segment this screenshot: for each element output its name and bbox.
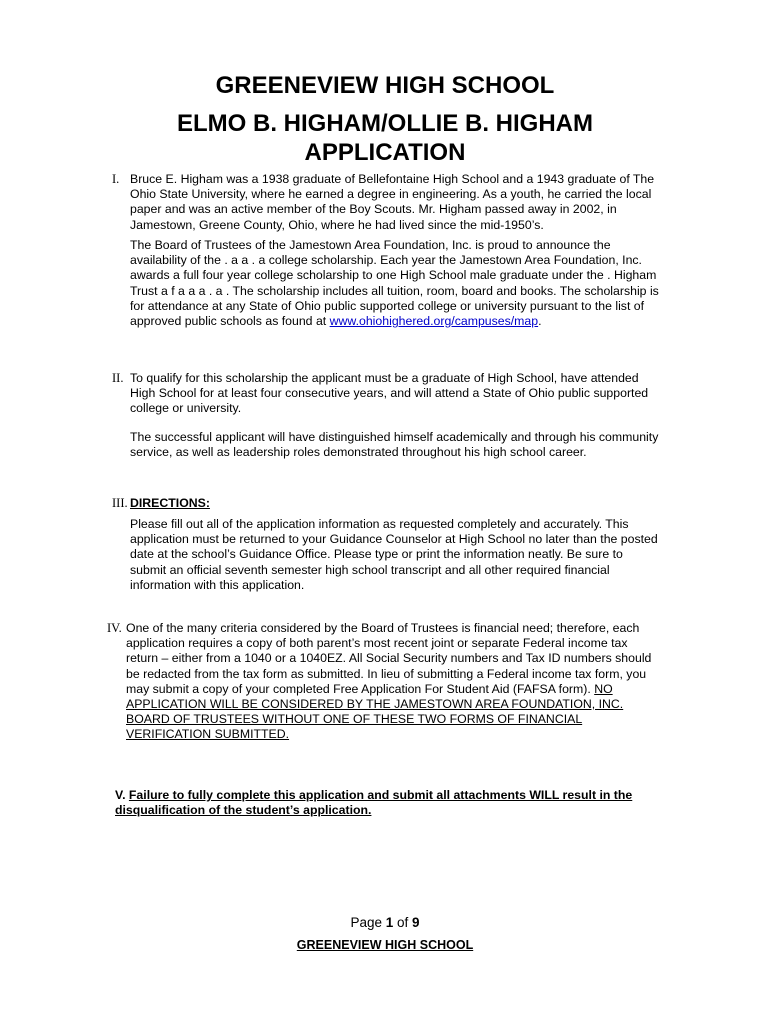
scholarship-title: ELMO B. HIGHAM/OLLIE B. HIGHAM (177, 110, 593, 137)
section-number-5: V. (115, 788, 126, 802)
school-title: GREENEVIEW HIGH SCHOOL (215, 72, 555, 99)
section-2-paragraph-2: The successful applicant will have distinguished himself academically and through his community service, as well as leadership roles demonstrated throughout his high school career. (130, 430, 659, 460)
page-current: 1 (385, 915, 394, 930)
section-4-text: One of the many criteria considered by the Board of Trustees is financial need; therefore, each application requires a copy of both parent’s most recent joint or separate Federal income tax return – either from a 1040 or a 1040EZ. All Social Security numbers and Tax ID numbers should be redacted from the tax form as submitted. In lieu of submitting a Federal income tax form, you may submit a copy of your completed Free Application For Student Aid (FAFSA form). (126, 621, 652, 696)
campuses-map-link[interactable]: www.ohiohighered.org/campuses/map (329, 314, 539, 329)
section-number-2: II. (112, 371, 124, 385)
section-4-paragraph-1 (126, 621, 661, 743)
section-number-1: I. (112, 172, 120, 186)
section-number-3: III. (112, 496, 128, 510)
section-3-paragraph-1: Please fill out all of the application information as requested completely and accurately. This application must be returned to your Guidance Counselor at High School no later than the posted date at the school’s Guidance Office. Please type or print the information neatly. Be sure to submit an official seventh semester high school transcript and all other required financial information with this application. (130, 517, 658, 592)
section-1-paragraph-2 (130, 238, 660, 329)
application-title: APPLICATION (304, 139, 466, 166)
link-period: . (538, 314, 542, 329)
directions-heading: DIRECTIONS: (130, 496, 210, 510)
page-label: Page (350, 915, 382, 930)
footer-school-name: GREENEVIEW HIGH SCHOOL (296, 938, 474, 952)
page-total: 9 (412, 915, 420, 930)
section-4-warning: NO APPLICATION WILL BE CONSIDERED BY THE JAMESTOWN AREA FOUNDATION, INC. BOARD OF TRUSTEES WITHOUT ONE OF THESE TWO FORMS OF FINANCIAL VERIFICATION SUBMITTED. (126, 681, 624, 742)
page-number (0, 915, 770, 930)
section-1-paragraph-1: Bruce E. Higham was a 1938 graduate of Bellefontaine High School and a 1943 graduate of The Ohio State University, where he earned a degree in engineering. As a youth, he carried the local paper and was an active member of the Boy Scouts. Mr. Higham passed away in 2002, in Jamestown, Greene County, Ohio, where he had lived since the mid-1950’s. (130, 172, 655, 232)
page-of: of (397, 915, 409, 930)
section-1-paragraph-2-text: The Board of Trustees of the Jamestown Area Foundation, Inc. is proud to announce the availability of the . a a . a college scholarship. Each year the Jamestown Area Foundation, Inc. awards a full four year college scholarship to one High School male graduate under the . Higham Trust a f a a a . a . The scholarship includes all tuition, room, board and books. The scholarship is for attendance at any State of Ohio public supported college or university pursuant to the list of approved public schools as found at (130, 238, 659, 329)
section-5-warning: Failure to fully complete this application and submit all attachments WILL result in the disqualification of the student’s application. (115, 788, 633, 818)
section-number-4: IV. (107, 621, 122, 635)
section-5-paragraph (115, 788, 660, 818)
section-2-paragraph-1: To qualify for this scholarship the applicant must be a graduate of High School, have attended High School for at least four consecutive years, and will attend a State of Ohio public supported college or university. (130, 371, 649, 416)
